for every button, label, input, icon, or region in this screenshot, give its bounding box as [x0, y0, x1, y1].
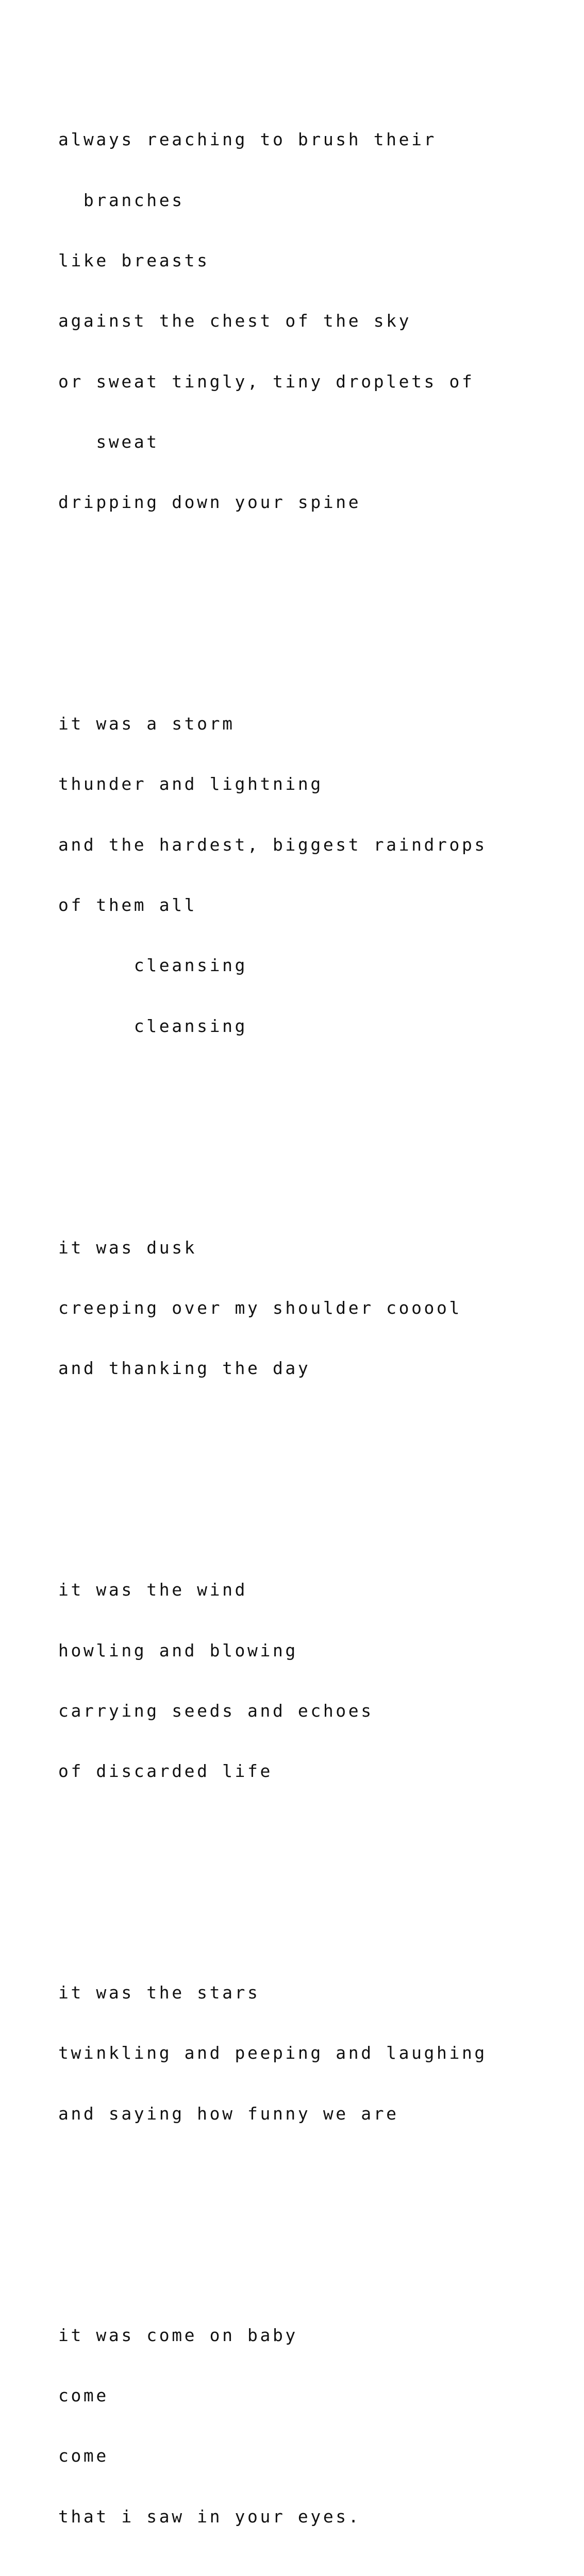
poem-line: it was the stars [58, 1982, 260, 2003]
stanza [58, 1942, 553, 2164]
poem-body [58, 29, 553, 2576]
stanza-break [58, 1116, 553, 1137]
poem-line: of them all [58, 895, 197, 916]
poem-line: sweat [58, 431, 159, 452]
poem-line: cleansing [58, 955, 248, 976]
poem-line: twinkling and peeping and laughing [58, 2043, 487, 2063]
stanza-break [58, 1459, 553, 1479]
poem-line: and saying how funny we are [58, 2103, 399, 2124]
poem-line: like breasts [58, 250, 210, 271]
poem-line: against the chest of the sky [58, 311, 412, 331]
poem-line: cleansing [58, 1015, 248, 1036]
poem-line: and thanking the day [58, 1358, 311, 1379]
poem-line: and the hardest, biggest raindrops [58, 834, 487, 855]
stanza [58, 1197, 553, 1418]
stanza [58, 2285, 553, 2567]
poem-line: always reaching to brush their [58, 129, 437, 150]
poem-line: come [58, 2385, 109, 2405]
poem-line: dripping down your spine [58, 492, 361, 513]
poem-line: of discarded life [58, 1761, 273, 1782]
poem-line: it was come on baby [58, 2325, 298, 2345]
stanza [58, 89, 553, 552]
poem-line: it was dusk [58, 1237, 197, 1258]
stanza-break [58, 593, 553, 613]
poem-line: come [58, 2446, 109, 2466]
poem-line: howling and blowing [58, 1640, 298, 1660]
stanza-break [58, 2204, 553, 2224]
poem-line: creeping over my shoulder cooool [58, 1297, 462, 1318]
stanza [58, 1539, 553, 1821]
poem-line: branches [58, 190, 185, 210]
poem-line: carrying seeds and echoes [58, 1700, 374, 1721]
poem-line: thunder and lightning [58, 774, 323, 794]
poem-line: it was the wind [58, 1580, 248, 1600]
stanza [58, 673, 553, 1076]
stanza-break [58, 1862, 553, 1882]
poem-line: that i saw in your eyes. [58, 2506, 361, 2527]
poem-line: or sweat tingly, tiny droplets of [58, 371, 475, 392]
poem-line: it was a storm [58, 714, 235, 734]
